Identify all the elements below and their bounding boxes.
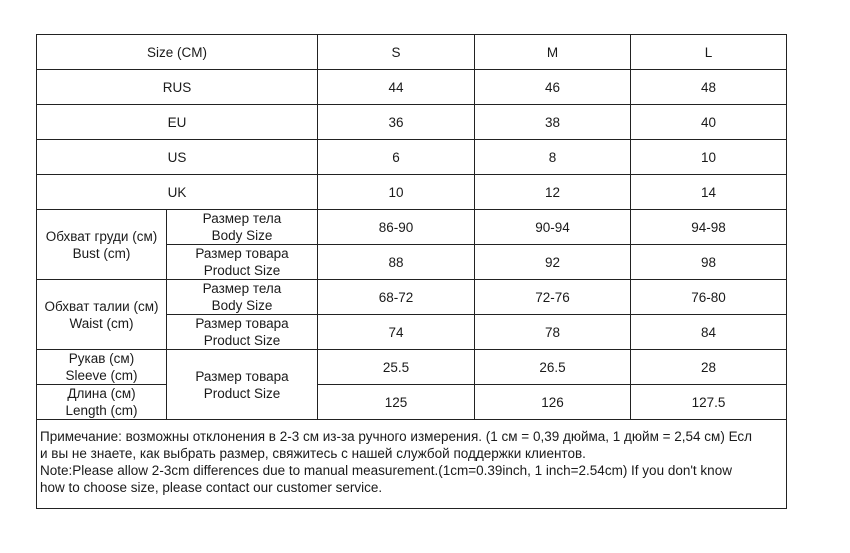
bust-product-en: Product Size: [203, 263, 281, 278]
eu-s: 36: [318, 105, 475, 140]
size-chart-table: [36, 34, 787, 509]
bust-body-type: [167, 210, 318, 245]
note-ru-line2: и вы не знаете, как выбрать размер, свяжитесь с нашей службой поддержки клиентов.: [40, 446, 586, 461]
waist-label-en: Waist (cm): [69, 315, 134, 331]
sleeve-label: [37, 350, 167, 385]
size-s-header: S: [318, 35, 475, 70]
waist-body-en: Body Size: [211, 298, 273, 313]
waist-body-ru: Размер тела: [202, 281, 282, 296]
bust-product-s: 88: [318, 245, 475, 280]
eu-m: 38: [475, 105, 631, 140]
waist-label: [37, 280, 167, 350]
sleeve-l: 28: [631, 350, 787, 385]
waist-body-m: 72-76: [475, 280, 631, 315]
merged-product-ru: Размер товара: [195, 368, 289, 384]
waist-product-type: [167, 315, 318, 350]
length-row: [37, 385, 787, 420]
waist-body-l: 76-80: [631, 280, 787, 315]
length-label: [37, 385, 167, 420]
rus-row: [37, 70, 787, 105]
note-en-line2: how to choose size, please contact our customer service.: [40, 480, 383, 495]
length-s: 125: [318, 385, 475, 420]
sleeve-row: [37, 350, 787, 385]
merged-product-en: Product Size: [203, 385, 281, 401]
waist-product-m: 78: [475, 315, 631, 350]
bust-label-en: Bust (cm): [72, 245, 131, 261]
length-label-ru: Длина (см): [67, 386, 136, 401]
length-m: 126: [475, 385, 631, 420]
header-row: [37, 35, 787, 70]
sleeve-label-ru: Рукав (см): [68, 351, 135, 366]
length-label-en: Length (cm): [65, 403, 138, 418]
eu-label: EU: [37, 105, 318, 140]
us-m: 8: [475, 140, 631, 175]
bust-product-type: [167, 245, 318, 280]
waist-body-s: 68-72: [318, 280, 475, 315]
waist-product-en: Product Size: [203, 333, 281, 348]
uk-l: 14: [631, 175, 787, 210]
waist-body-type: [167, 280, 318, 315]
uk-label: UK: [37, 175, 318, 210]
sleeve-s: 25.5: [318, 350, 475, 385]
sleeve-m: 26.5: [475, 350, 631, 385]
bust-label: [37, 210, 167, 280]
us-label: US: [37, 140, 318, 175]
length-l: 127.5: [631, 385, 787, 420]
eu-l: 40: [631, 105, 787, 140]
us-row: [37, 140, 787, 175]
bust-body-row: [37, 210, 787, 245]
bust-product-ru: Размер товара: [195, 246, 289, 261]
size-m-header: M: [475, 35, 631, 70]
eu-row: [37, 105, 787, 140]
sleeve-length-product-type: [167, 350, 318, 420]
sleeve-label-en: Sleeve (cm): [65, 368, 138, 383]
us-s: 6: [318, 140, 475, 175]
waist-body-row: [37, 280, 787, 315]
waist-product-s: 74: [318, 315, 475, 350]
bust-body-m: 90-94: [475, 210, 631, 245]
bust-body-ru: Размер тела: [202, 211, 282, 226]
note-ru-line1: Примечание: возможны отклонения в 2-3 см из-за ручного измерения. (1 см = 0,39 дюйма, 1 дюйм = 2,54 см) Есл: [40, 429, 753, 444]
bust-body-s: 86-90: [318, 210, 475, 245]
bust-body-en: Body Size: [211, 228, 273, 243]
rus-label: RUS: [37, 70, 318, 105]
waist-product-l: 84: [631, 315, 787, 350]
size-l-header: L: [631, 35, 787, 70]
note-en-line1: Note:Please allow 2-3cm differences due to manual measurement.(1cm=0.39inch, 1 inch=2.54cm) If you don't know: [40, 463, 732, 478]
uk-s: 10: [318, 175, 475, 210]
note-cell: [37, 420, 787, 509]
rus-l: 48: [631, 70, 787, 105]
waist-product-ru: Размер товара: [195, 316, 289, 331]
waist-label-ru: Обхват талии (см): [44, 298, 159, 314]
rus-m: 46: [475, 70, 631, 105]
uk-row: [37, 175, 787, 210]
size-header-label: Size (CM): [37, 35, 318, 70]
bust-body-l: 94-98: [631, 210, 787, 245]
note-row: [37, 420, 787, 509]
bust-product-l: 98: [631, 245, 787, 280]
bust-label-ru: Обхват груди (см): [45, 228, 158, 244]
rus-s: 44: [318, 70, 475, 105]
uk-m: 12: [475, 175, 631, 210]
us-l: 10: [631, 140, 787, 175]
bust-product-m: 92: [475, 245, 631, 280]
